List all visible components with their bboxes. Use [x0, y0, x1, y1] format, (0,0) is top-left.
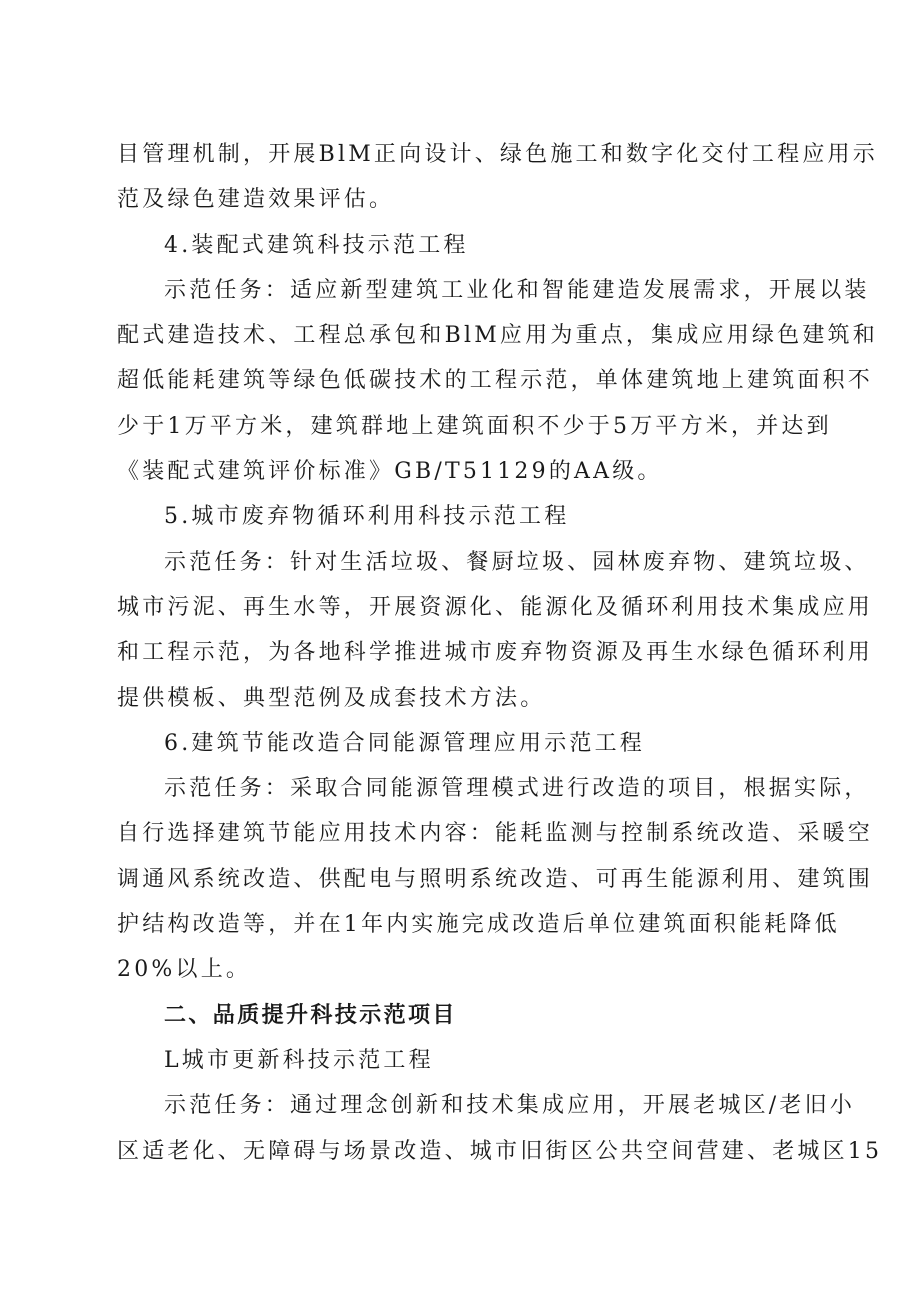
body-text-line: 调通风系统改造、供配电与照明系统改造、可再生能源利用、建筑围: [117, 866, 874, 892]
section-heading-6: 6.建筑节能改造合同能源管理应用示范工程: [164, 730, 645, 756]
body-text-line: 和工程示范，为各地科学推进城市废弃物资源及再生水绿色循环利用: [117, 640, 874, 666]
body-text-line: 范及绿色建造效果评估。: [117, 187, 395, 213]
body-text-line: 示范任务：通过理念创新和技术集成应用，开展老城区/老旧小: [164, 1093, 856, 1119]
body-text-line: 示范任务：适应新型建筑工业化和智能建造发展需求，开展以装: [164, 277, 870, 303]
body-text-line: 提供模板、典型范例及成套技术方法。: [117, 685, 546, 711]
section-heading-5: 5.城市废弃物循环利用科技示范工程: [164, 504, 570, 530]
document-body: [117, 132, 883, 1174]
body-text-line: 目管理机制，开展BlM正向设计、绿色施工和数字化交付工程应用示: [117, 142, 878, 167]
section-heading-1: L城市更新科技示范工程: [164, 1047, 434, 1073]
body-text-line: 自行选择建筑节能应用技术内容：能耗监测与控制系统改造、采暖空: [117, 821, 874, 847]
body-text-line: 超低能耗建筑等绿色低碳技术的工程示范，单体建筑地上建筑面积不: [117, 368, 874, 394]
body-text-line: 城市污泥、再生水等，开展资源化、能源化及循环利用技术集成应用: [117, 594, 874, 620]
body-text-line: 少于1万平方米，建筑群地上建筑面积不少于5万平方米，并达到: [117, 413, 832, 439]
body-text-line: 20%以上。: [117, 957, 252, 983]
body-text-line: 示范任务：针对生活垃圾、餐厨垃圾、园林废弃物、建筑垃圾、: [164, 549, 870, 575]
body-text-line: 《装配式建筑评价标准》GB/T51129的AA级。: [117, 459, 663, 485]
section-heading-4: 4.装配式建筑科技示范工程: [164, 232, 469, 258]
chapter-heading: 二、品质提升科技示范项目: [164, 1002, 457, 1028]
body-text-line: 配式建造技术、工程总承包和BlM应用为重点，集成应用绿色建筑和: [117, 323, 878, 349]
body-text-line: 护结构改造等，并在1年内实施完成改造后单位建筑面积能耗降低: [117, 912, 840, 938]
body-text-line: 区适老化、无障碍与场景改造、城市旧街区公共空间营建、老城区15: [117, 1138, 883, 1164]
body-text-line: 示范任务：采取合同能源管理模式进行改造的项目，根据实际，: [164, 776, 870, 802]
